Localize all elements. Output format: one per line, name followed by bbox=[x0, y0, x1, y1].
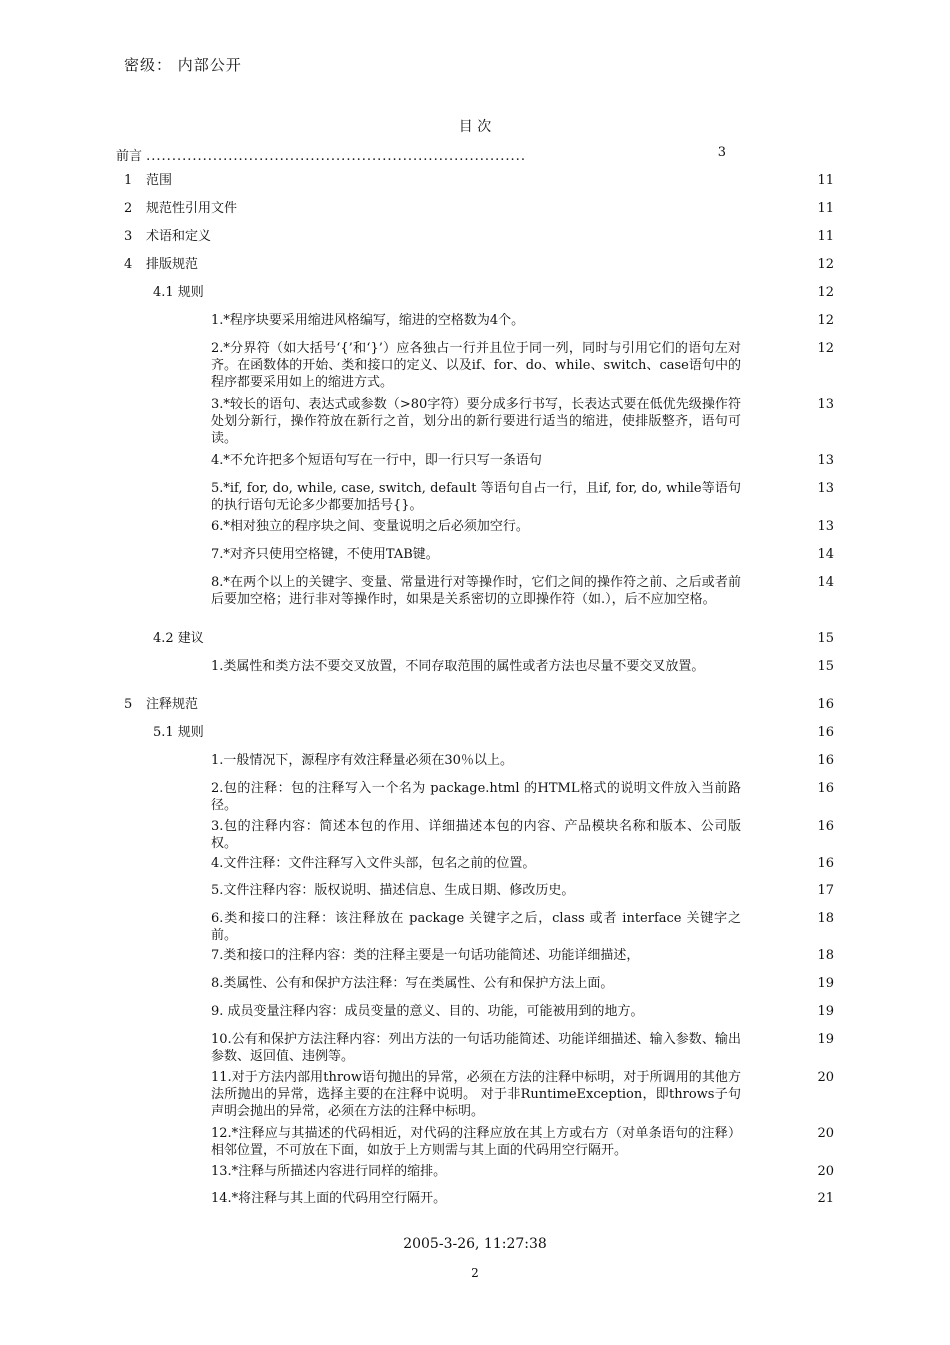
toc-entry-page: 12 bbox=[817, 341, 834, 356]
toc-entry-title: 7.类和接口的注释内容：类的注释主要是一句话功能简述、功能详细描述， bbox=[211, 948, 640, 963]
toc-entry-page: 16 bbox=[817, 725, 834, 740]
toc-entry-title: 7.*对齐只使用空格键，不使用TAB键。 bbox=[211, 547, 439, 562]
toc-entry-title: 3.包的注释内容：简述本包的作用、详细描述本包的内容、产品模块名称和版本、公司版权。 bbox=[211, 819, 741, 851]
toc-entry-page: 12 bbox=[817, 313, 834, 328]
toc-entry-page: 11 bbox=[817, 201, 834, 216]
toc-entry-title: 13.*注释与所描述内容进行同样的缩排。 bbox=[211, 1164, 447, 1179]
toc-entry-page: 12 bbox=[817, 285, 834, 300]
toc-entry-title: 8.类属性、公有和保护方法注释：写在类属性、公有和保护方法上面。 bbox=[211, 976, 614, 991]
toc-entry-page: 13 bbox=[817, 481, 834, 496]
toc-entry-page: 17 bbox=[817, 883, 834, 898]
toc-entry-page: 20 bbox=[817, 1164, 834, 1179]
toc-entry-title: 8.*在两个以上的关键字、变量、常量进行对等操作时，它们之间的操作符之前、之后或者前后要加空格；进行非对等操作时，如果是关系密切的立即操作符（如.），后不应加空格。 bbox=[211, 575, 741, 607]
footer-page-number: 2 bbox=[471, 1266, 479, 1280]
toc-entry-page: 16 bbox=[817, 819, 834, 834]
toc-entry-title: 注释规范 bbox=[146, 697, 199, 712]
toc-entry-label bbox=[124, 256, 198, 273]
toc-entry-title: 5.1 规则 bbox=[153, 725, 204, 740]
toc-entry-title: 12.*注释应与其描述的代码相近，对代码的注释应放在其上方或右方（对单条语句的注释）相邻位置，不可放在下面，如放于上方则需与其上面的代码用空行隔开。 bbox=[211, 1126, 741, 1158]
toc-entry-page: 11 bbox=[817, 173, 834, 188]
toc-entry-title: 1.类属性和类方法不要交叉放置，不同存取范围的属性或者方法也尽量不要交叉放置。 bbox=[211, 659, 705, 674]
toc-entry-number: 5 bbox=[124, 697, 133, 712]
toc-entry-title: 11.对于方法内部用throw语句抛出的异常，必须在方法的注释中标明，对于所调用的其他方法所抛出的异常，选择主要的在注释中说明。 对于非RuntimeException，即throws子句声明会抛出的异常，必须在方法的注释中标明。 bbox=[211, 1070, 741, 1119]
toc-entry-page: 15 bbox=[817, 631, 834, 646]
toc-entry-title: 5.文件注释内容：版权说明、描述信息、生成日期、修改历史。 bbox=[211, 883, 575, 898]
toc-entry-page: 16 bbox=[817, 856, 834, 871]
toc-entry-title: 2.*分界符（如大括号‘{’和‘}’）应各独占一行并且位于同一列，同时与引用它们的语句左对齐。在函数体的开始、类和接口的定义、以及if、for、do、while、switch、case语句中的程序都要采用如上的缩进方式。 bbox=[211, 341, 741, 390]
toc-entry-page: 16 bbox=[817, 753, 834, 768]
toc-entry-number: 2 bbox=[124, 201, 133, 216]
preface-page: 3 bbox=[717, 145, 726, 160]
toc-title: 目 次 bbox=[458, 119, 492, 135]
toc-entry-page: 16 bbox=[817, 781, 834, 796]
toc-entry-title: 5.*if, for, do, while, case, switch, default 等语句自占一行，且if, for, do, while等语句的执行语句无论多少都要加括号{}。 bbox=[211, 481, 741, 513]
toc-entry-title: 规范性引用文件 bbox=[146, 201, 238, 216]
toc-entry-page: 13 bbox=[817, 519, 834, 534]
toc-entry-title: 3.*较长的语句、表达式或参数（>80字符）要分成多行书写，长表达式要在低优先级操作符处划分新行，操作符放在新行之首，划分出的新行要进行适当的缩进，使排版整齐，语句可读。 bbox=[211, 397, 741, 446]
toc-entry-number: 1 bbox=[124, 173, 133, 188]
leader-dots: .......................................................................... bbox=[146, 149, 526, 164]
toc-entry-title: 范围 bbox=[146, 173, 173, 188]
toc-entry-page: 19 bbox=[817, 1004, 834, 1019]
toc-entry-page: 21 bbox=[817, 1191, 834, 1206]
toc-entry-page: 15 bbox=[817, 659, 834, 674]
toc-entry-title: 4.文件注释：文件注释写入文件头部，包名之前的位置。 bbox=[211, 856, 536, 871]
toc-entry-number: 4 bbox=[124, 257, 133, 272]
toc-entry-title: 术语和定义 bbox=[146, 229, 212, 244]
preface-label: 前言 bbox=[116, 149, 143, 164]
toc-entry-page: 12 bbox=[817, 257, 834, 272]
toc-entry-page: 20 bbox=[817, 1126, 834, 1141]
toc-entry-title: 4.1 规则 bbox=[153, 285, 204, 300]
toc-entry-page: 16 bbox=[817, 697, 834, 712]
toc-entry-label bbox=[124, 172, 172, 189]
toc-entry-title: 6.类和接口的注释：该注释放在 package 关键字之后，class 或者 interface 关键字之前。 bbox=[211, 911, 741, 943]
toc-entry-label bbox=[124, 696, 198, 713]
toc-entry-label bbox=[124, 228, 211, 245]
toc-entry-title: 2.包的注释：包的注释写入一个名为 package.html 的HTML格式的说明文件放入当前路径。 bbox=[211, 781, 741, 813]
toc-entry-page: 13 bbox=[817, 397, 834, 412]
toc-entry-page: 19 bbox=[817, 976, 834, 991]
toc-entry-page: 19 bbox=[817, 1032, 834, 1047]
toc-entry-page: 13 bbox=[817, 453, 834, 468]
secrecy-label: 密级： 内部公开 bbox=[124, 56, 242, 74]
toc-entry-title: 4.*不允许把多个短语句写在一行中，即一行只写一条语句 bbox=[211, 453, 542, 468]
toc-entry-page: 11 bbox=[817, 229, 834, 244]
toc-entry-number: 3 bbox=[124, 229, 133, 244]
toc-entry-title: 1.*程序块要采用缩进风格编写，缩进的空格数为4个。 bbox=[211, 313, 525, 328]
toc-entry-page: 14 bbox=[817, 575, 834, 590]
toc-entry-page: 18 bbox=[817, 911, 834, 926]
footer-datetime: 2005-3-26, 11:27:38 bbox=[403, 1236, 547, 1252]
toc-entry-page: 18 bbox=[817, 948, 834, 963]
toc-entry-title: 6.*相对独立的程序块之间、变量说明之后必须加空行。 bbox=[211, 519, 529, 534]
toc-entry-title: 排版规范 bbox=[146, 257, 199, 272]
toc-entry-page: 14 bbox=[817, 547, 834, 562]
toc-preface[interactable] bbox=[116, 145, 726, 164]
toc-entry-label bbox=[124, 200, 237, 217]
toc-entry-title: 1.一般情况下，源程序有效注释量必须在30％以上。 bbox=[211, 753, 513, 768]
toc-entry-title: 10.公有和保护方法注释内容：列出方法的一句话功能简述、功能详细描述、输入参数、输出参数、返回值、违例等。 bbox=[211, 1032, 741, 1064]
toc-entry-title: 14.*将注释与其上面的代码用空行隔开。 bbox=[211, 1191, 447, 1206]
toc-entry-page: 20 bbox=[817, 1070, 834, 1085]
toc-entry-title: 9. 成员变量注释内容：成员变量的意义、目的、功能，可能被用到的地方。 bbox=[211, 1004, 644, 1019]
toc-entry-title: 4.2 建议 bbox=[153, 631, 204, 646]
